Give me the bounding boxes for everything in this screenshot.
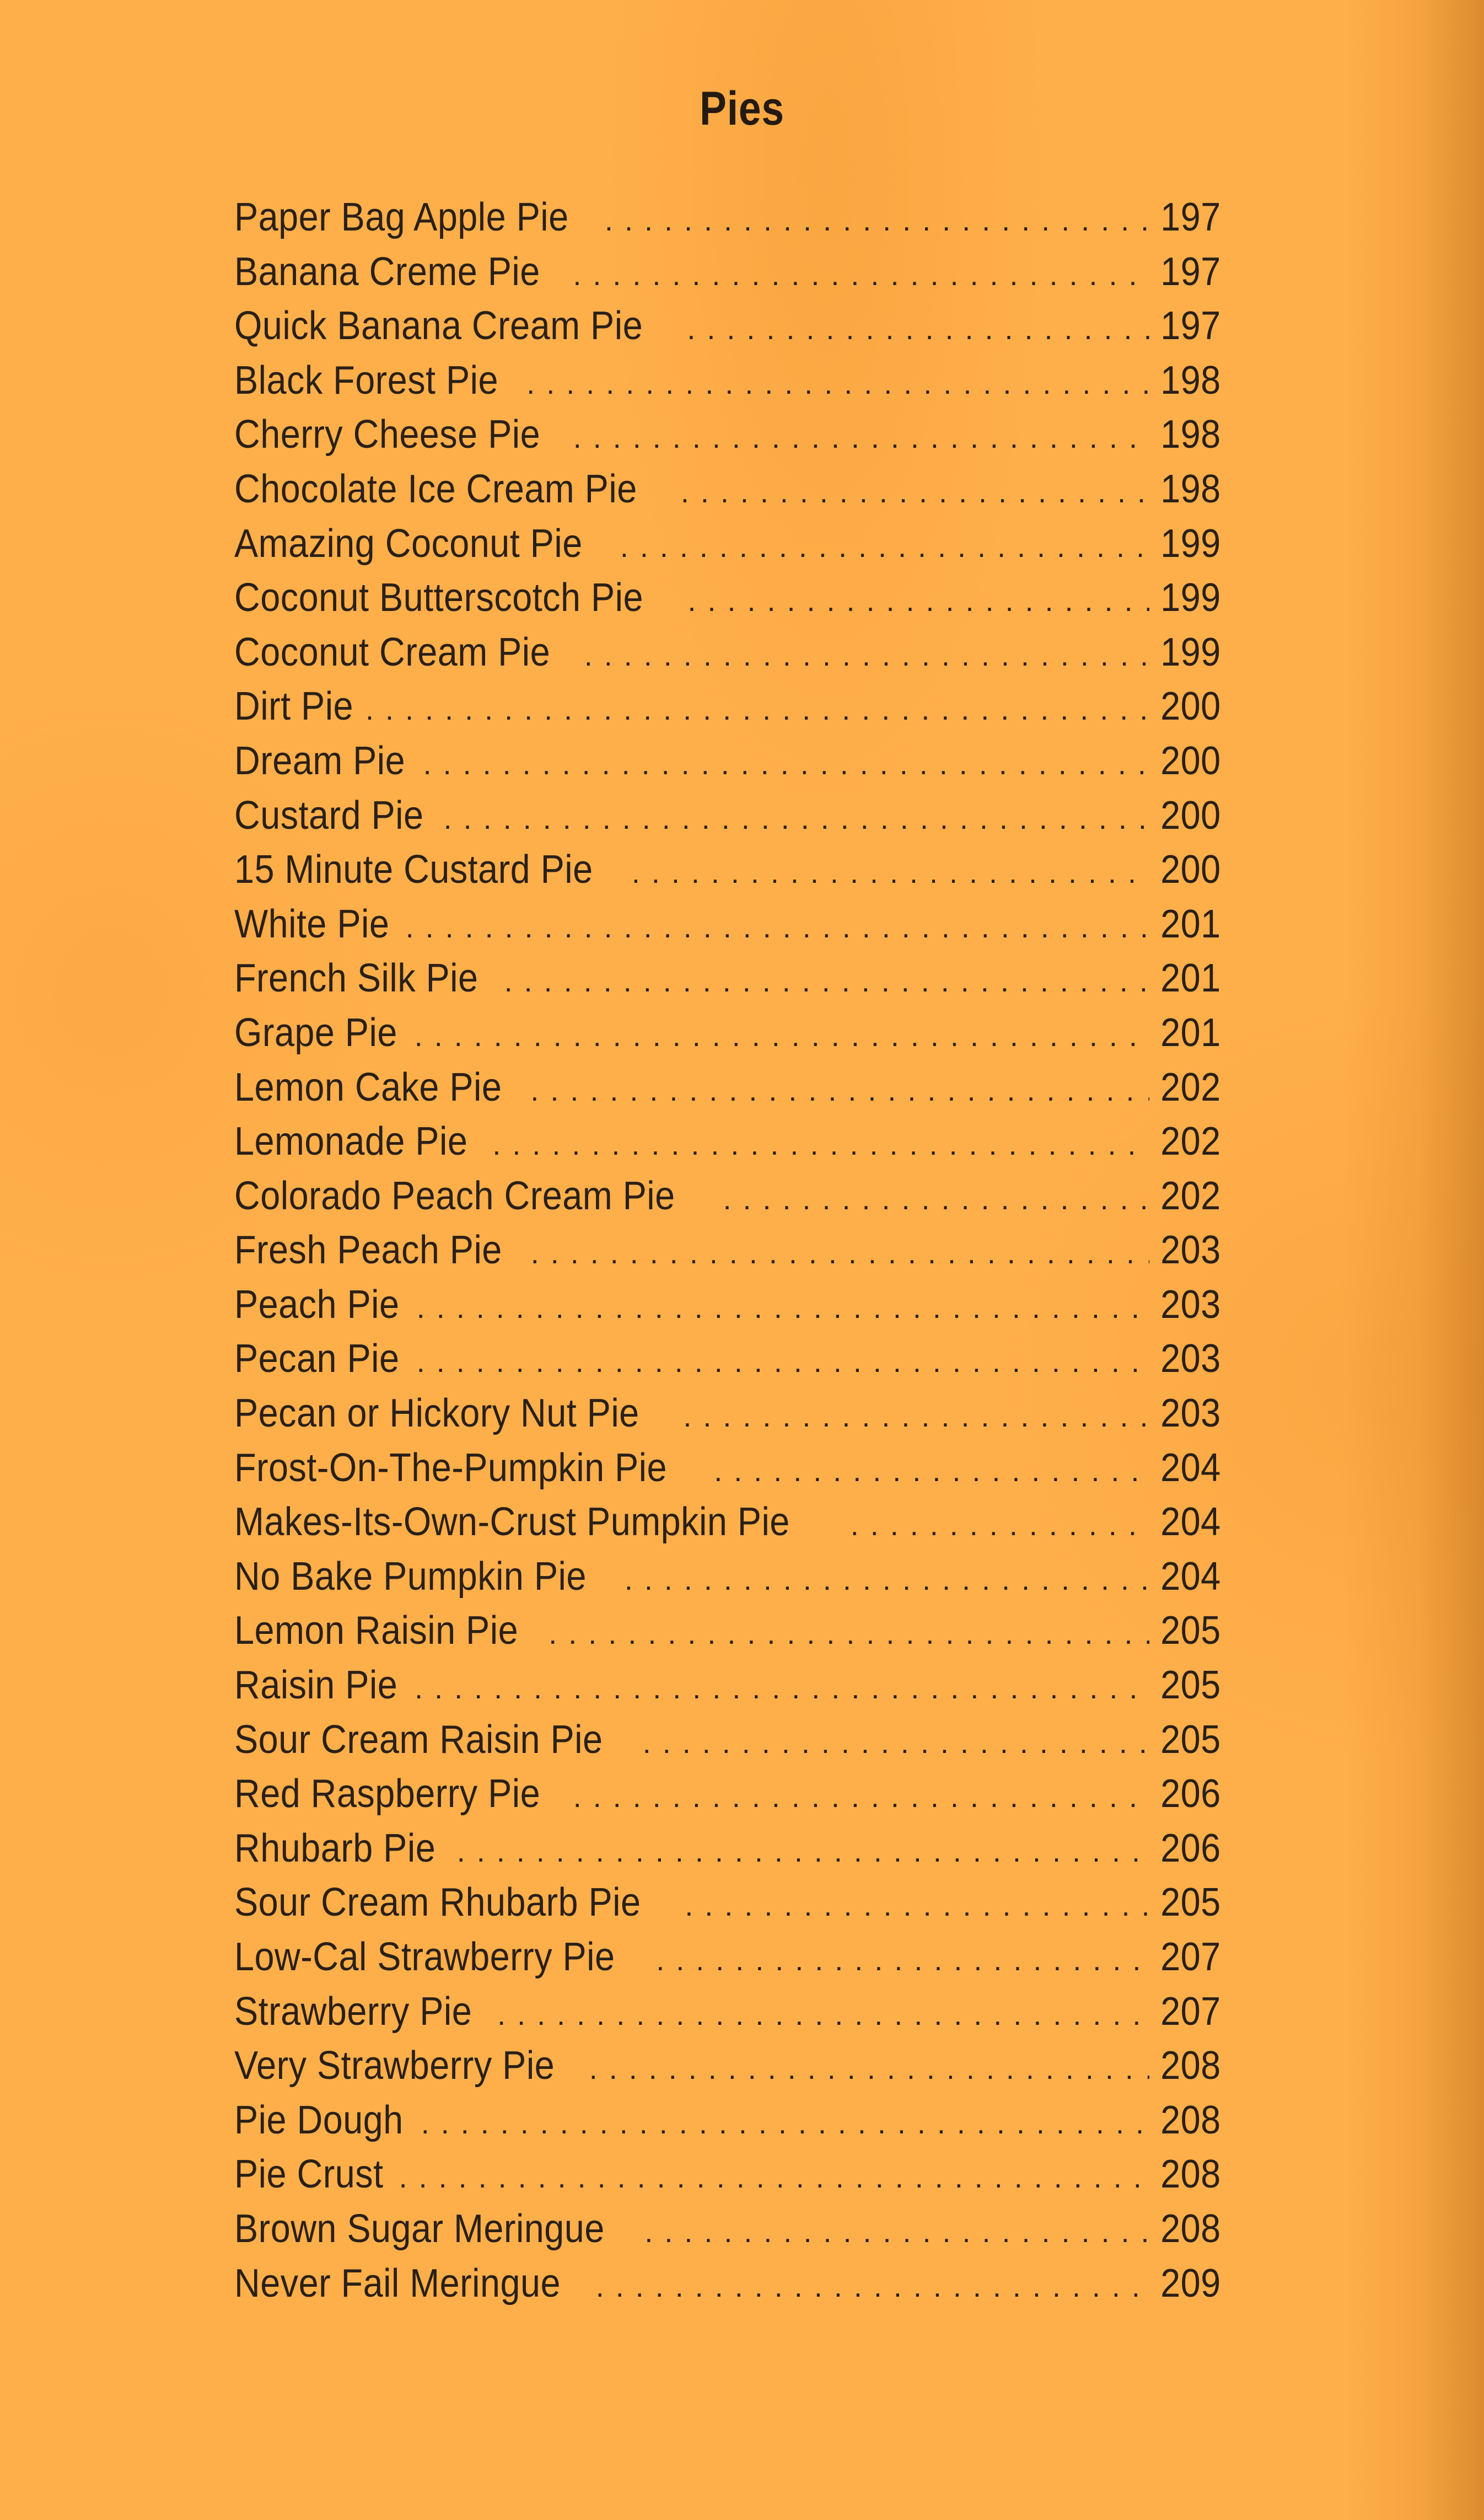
page-number: 203	[1160, 1228, 1221, 1273]
page-number: 208	[1160, 2152, 1221, 2197]
page-number: 205	[1160, 1880, 1221, 1925]
index-entry	[234, 1495, 1221, 1549]
dot-leader	[589, 2042, 1150, 2097]
dot-leader	[643, 1716, 1150, 1771]
index-entry	[234, 408, 1221, 462]
recipe-name: Makes-Its-Own-Crust Pumpkin Pie	[234, 1500, 790, 1545]
dot-leader	[685, 1879, 1149, 1933]
recipe-name: 15 Minute Custard Pie	[234, 848, 593, 892]
index-entry	[234, 245, 1221, 299]
index-entry	[234, 299, 1221, 353]
page-number: 205	[1160, 1717, 1221, 1762]
page-number: 198	[1160, 467, 1221, 511]
dot-leader	[584, 629, 1150, 683]
recipe-name: No Bake Pumpkin Pie	[234, 1554, 587, 1599]
page-number: 206	[1160, 1772, 1221, 1816]
index-entry	[234, 1985, 1221, 2039]
index-entry	[234, 1223, 1221, 1278]
recipe-name: Lemon Raisin Pie	[234, 1608, 519, 1653]
page-number: 202	[1160, 1173, 1221, 1218]
index-entry	[234, 1114, 1221, 1169]
recipe-name: Pie Crust	[234, 2152, 384, 2197]
recipe-name: White Pie	[234, 902, 390, 946]
dot-leader	[492, 1118, 1149, 1172]
page-number: 204	[1160, 1500, 1221, 1545]
recipe-name: Peach Pie	[234, 1282, 400, 1327]
index-entry	[234, 2147, 1221, 2202]
index-entry	[234, 517, 1221, 571]
index-entry	[234, 1169, 1221, 1224]
page-number: 199	[1160, 630, 1221, 674]
index-entry	[234, 2256, 1221, 2311]
index-entry	[234, 2202, 1221, 2256]
dot-leader	[415, 1661, 1149, 1716]
dot-leader	[417, 1335, 1150, 1390]
index-entry	[234, 897, 1221, 952]
recipe-name: Sour Cream Raisin Pie	[234, 1717, 603, 1762]
page-number: 197	[1160, 249, 1221, 294]
index-entry	[234, 2039, 1221, 2093]
recipe-index-list	[234, 190, 1221, 2310]
index-entry	[234, 679, 1221, 734]
dot-leader	[423, 737, 1150, 792]
dot-leader	[681, 465, 1149, 520]
dot-leader	[444, 792, 1150, 846]
index-entry	[234, 1767, 1221, 1821]
recipe-name: Strawberry Pie	[234, 1989, 472, 2034]
dot-leader	[573, 248, 1149, 303]
index-entry	[234, 2093, 1221, 2148]
index-entry	[234, 462, 1221, 517]
recipe-name: Black Forest Pie	[234, 358, 498, 403]
recipe-name: Paper Bag Apple Pie	[234, 195, 569, 239]
dot-leader	[656, 1933, 1149, 1988]
recipe-name: Dream Pie	[234, 738, 406, 783]
dot-leader	[549, 1607, 1149, 1661]
dot-leader	[625, 1553, 1150, 1607]
index-entry	[234, 1441, 1221, 1495]
recipe-name: Cherry Cheese Pie	[234, 412, 541, 457]
recipe-name: Dirt Pie	[234, 684, 354, 729]
recipe-name: Colorado Peach Cream Pie	[234, 1173, 675, 1218]
index-entry	[234, 571, 1221, 625]
page-number: 198	[1160, 412, 1221, 457]
dot-leader	[573, 1770, 1150, 1825]
dot-leader	[417, 1281, 1150, 1336]
index-entry	[234, 1604, 1221, 1658]
dot-leader	[687, 574, 1149, 629]
page-number: 201	[1160, 902, 1221, 946]
dot-leader	[497, 1988, 1149, 2042]
recipe-name: Low-Cal Strawberry Pie	[234, 1935, 615, 1979]
recipe-name: Banana Creme Pie	[234, 249, 540, 294]
recipe-name: Rhubarb Pie	[234, 1826, 436, 1870]
dot-leader	[457, 1825, 1150, 1879]
page-number: 199	[1160, 521, 1221, 566]
page-number: 209	[1160, 2261, 1221, 2305]
page-number: 202	[1160, 1065, 1221, 1109]
dot-leader	[632, 846, 1149, 900]
page-number: 198	[1160, 358, 1221, 403]
page-number: 200	[1160, 848, 1221, 892]
recipe-name: Coconut Cream Pie	[234, 630, 551, 674]
page-number: 207	[1160, 1935, 1221, 1979]
recipe-name: Raisin Pie	[234, 1663, 398, 1708]
recipe-name: Pie Dough	[234, 2098, 404, 2142]
dot-leader	[596, 2260, 1150, 2314]
index-entry	[234, 1278, 1221, 1332]
page-number: 208	[1160, 2206, 1221, 2251]
index-entry	[234, 1821, 1221, 1876]
page-number: 197	[1160, 304, 1221, 348]
page-title: Pies	[700, 82, 784, 135]
index-entry	[234, 789, 1221, 843]
page-number: 208	[1160, 2044, 1221, 2088]
recipe-name: Very Strawberry Pie	[234, 2044, 555, 2088]
recipe-name: Brown Sugar Meringue	[234, 2206, 605, 2251]
recipe-name: Sour Cream Rhubarb Pie	[234, 1880, 641, 1925]
recipe-name: Custard Pie	[234, 793, 424, 838]
page-number: 208	[1160, 2098, 1221, 2142]
dot-leader	[421, 2097, 1150, 2151]
page-number: 204	[1160, 1554, 1221, 1599]
page-number: 203	[1160, 1337, 1221, 1381]
dot-leader	[620, 520, 1149, 575]
index-entry	[234, 1332, 1221, 1386]
recipe-name: Lemonade Pie	[234, 1119, 468, 1164]
dot-leader	[526, 357, 1149, 411]
recipe-name: Never Fail Meringue	[234, 2261, 561, 2305]
dot-leader	[687, 302, 1149, 357]
index-entry	[234, 734, 1221, 789]
recipe-name: French Silk Pie	[234, 956, 478, 1001]
page-number: 201	[1160, 1010, 1221, 1055]
dot-leader	[530, 1064, 1149, 1118]
page-number: 203	[1160, 1391, 1221, 1436]
index-entry	[234, 353, 1221, 408]
page-number: 205	[1160, 1608, 1221, 1653]
recipe-name: Quick Banana Cream Pie	[234, 304, 643, 348]
page-edge-shadow	[1341, 0, 1484, 2520]
dot-leader	[714, 1444, 1149, 1499]
page-number: 205	[1160, 1663, 1221, 1708]
recipe-name: Coconut Butterscotch Pie	[234, 576, 643, 620]
index-entry	[234, 843, 1221, 897]
dot-leader	[723, 1172, 1149, 1227]
index-entry	[234, 1060, 1221, 1115]
recipe-name: Lemon Cake Pie	[234, 1065, 502, 1109]
recipe-name: Chocolate Ice Cream Pie	[234, 467, 637, 511]
recipe-name: Pecan or Hickory Nut Pie	[234, 1391, 639, 1436]
recipe-name: Red Raspberry Pie	[234, 1772, 541, 1816]
page-number: 200	[1160, 684, 1221, 729]
page-number: 200	[1160, 793, 1221, 838]
recipe-name: Fresh Peach Pie	[234, 1228, 502, 1273]
page-number: 206	[1160, 1826, 1221, 1870]
page-number: 201	[1160, 956, 1221, 1001]
dot-leader	[605, 194, 1149, 248]
index-entry	[234, 1549, 1221, 1604]
index-entry	[234, 1875, 1221, 1930]
dot-leader	[399, 2151, 1150, 2205]
index-entry	[234, 1713, 1221, 1767]
recipe-name: Amazing Coconut Pie	[234, 521, 583, 566]
page-number: 200	[1160, 738, 1221, 783]
dot-leader	[365, 683, 1149, 737]
index-entry	[234, 1386, 1221, 1441]
dot-leader	[644, 2205, 1149, 2260]
recipe-name: Grape Pie	[234, 1010, 397, 1055]
recipe-name: Pecan Pie	[234, 1337, 400, 1381]
index-entry	[234, 1930, 1221, 1985]
index-entry	[234, 190, 1221, 245]
dot-leader	[504, 955, 1150, 1009]
index-entry	[234, 951, 1221, 1006]
dot-leader	[573, 411, 1150, 465]
index-entry	[234, 1658, 1221, 1713]
dot-leader	[415, 1009, 1150, 1064]
dot-leader	[531, 1226, 1150, 1281]
page-number: 203	[1160, 1282, 1221, 1327]
page-number: 197	[1160, 195, 1221, 239]
dot-leader	[683, 1390, 1149, 1444]
page-number: 202	[1160, 1119, 1221, 1164]
dot-leader	[406, 900, 1150, 955]
index-entry	[234, 1006, 1221, 1060]
index-entry	[234, 625, 1221, 680]
page-number: 204	[1160, 1445, 1221, 1490]
dot-leader	[851, 1498, 1150, 1553]
page-number: 207	[1160, 1989, 1221, 2034]
recipe-name: Frost-On-The-Pumpkin Pie	[234, 1445, 668, 1490]
page-number: 199	[1160, 576, 1221, 620]
